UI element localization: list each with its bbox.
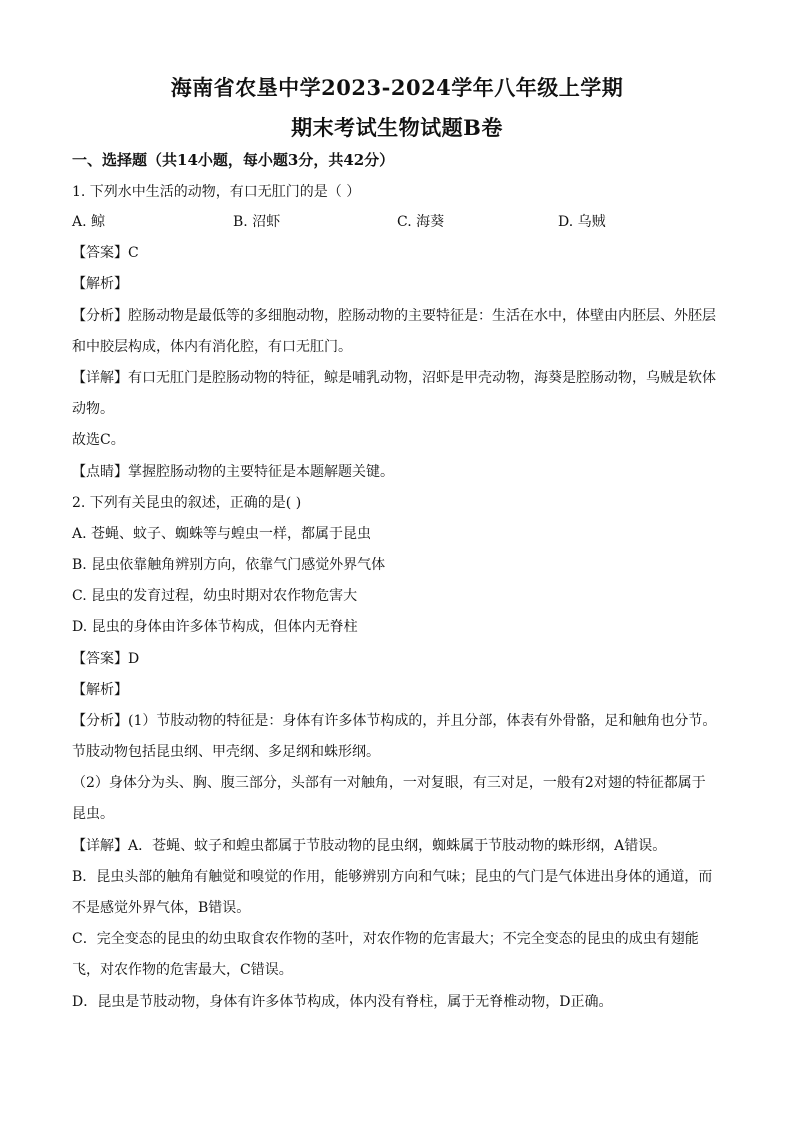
- question-1-xiangjie-line-1: 【详解】有口无肛门是腔肠动物的特征，鲸是哺乳动物，沼虾是甲壳动物，海葵是腔肠动物，乌贼是软体: [72, 370, 716, 386]
- question-2-option-b: B. 昆虫依靠触角辨别方向，依靠气门感觉外界气体: [72, 557, 386, 573]
- question-1-stem: 1. 下列水中生活的动物，有口无肛门的是（ ）: [72, 184, 361, 200]
- question-1-xiangjie-line-2: 动物。: [72, 401, 114, 417]
- question-1-dianjing: 【点睛】掌握腔肠动物的主要特征是本题解题关键。: [72, 464, 394, 480]
- question-2-fenxi-line-4: 昆虫。: [72, 806, 114, 822]
- question-2-option-a: A. 苍蝇、蚊子、蜘蛛等与蝗虫一样，都属于昆虫: [72, 526, 372, 542]
- question-1-choice: 故选C。: [72, 432, 125, 448]
- question-2-fenxi-line-1: 【分析】(1）节肢动物的特征是：身体有许多体节构成的，并且分部，体表有外骨骼，足和触角也分节。: [72, 713, 717, 729]
- question-2-xiangjie-d: D．昆虫是节肢动物，身体有许多体节构成，体内没有脊柱，属于无脊椎动物，D正确。: [72, 994, 613, 1010]
- question-1-answer: 【答案】C: [72, 245, 139, 261]
- question-1-option-d: D. 乌贼: [558, 214, 606, 230]
- question-2-xiangjie-c-line-1: C．完全变态的昆虫的幼虫取食农作物的茎叶，对农作物的危害最大；不完全变态的昆虫的成虫有翅能: [72, 931, 699, 947]
- question-2-option-c: C. 昆虫的发育过程，幼虫时期对农作物危害大: [72, 588, 358, 604]
- question-2-analysis-label: 【解析】: [72, 682, 128, 698]
- question-2-option-d: D. 昆虫的身体由许多体节构成，但体内无脊柱: [72, 619, 358, 635]
- question-1-fenxi-line-1: 【分析】腔肠动物是最低等的多细胞动物，腔肠动物的主要特征是：生活在水中，体壁由内胚层、外胚层: [72, 308, 716, 324]
- question-1-option-b: B. 沼虾: [233, 214, 281, 230]
- section-heading: 一、选择题（共14小题，每小题3分，共42分）: [72, 151, 395, 169]
- question-2-fenxi-line-2: 节肢动物包括昆虫纲、甲壳纲、多足纲和蛛形纲。: [72, 744, 380, 760]
- question-2-stem: 2. 下列有关昆虫的叙述，正确的是( ): [72, 495, 302, 511]
- question-1-option-a: A. 鲸: [72, 214, 106, 230]
- question-2-xiangjie-b-line-2: 不是感觉外界气体，B错误。: [72, 900, 251, 916]
- question-2-fenxi-line-3: （2）身体分为头、胸、腹三部分，头部有一对触角，一对复眼，有三对足，一般有2对翅的特征都属于: [72, 775, 706, 791]
- question-2-xiangjie-a: 【详解】A．苍蝇、蚊子和蝗虫都属于节肢动物的昆虫纲，蜘蛛属于节肢动物的蛛形纲，A错误。: [72, 838, 667, 854]
- question-2-xiangjie-b-line-1: B．昆虫头部的触角有触觉和嗅觉的作用，能够辨别方向和气味；昆虫的气门是气体进出身体的通道，而: [72, 869, 713, 885]
- question-2-answer: 【答案】D: [72, 651, 140, 667]
- question-1-option-c: C. 海葵: [397, 214, 445, 230]
- document-title-line-1: 海南省农垦中学2023-2024学年八年级上学期: [170, 75, 624, 100]
- question-1-analysis-label: 【解析】: [72, 276, 128, 292]
- question-1-fenxi-line-2: 和中胶层构成，体内有消化腔，有口无肛门。: [72, 339, 352, 355]
- document-title-line-2: 期末考试生物试题B卷: [291, 115, 503, 140]
- question-2-xiangjie-c-line-2: 飞，对农作物的危害最大，C错误。: [72, 962, 293, 978]
